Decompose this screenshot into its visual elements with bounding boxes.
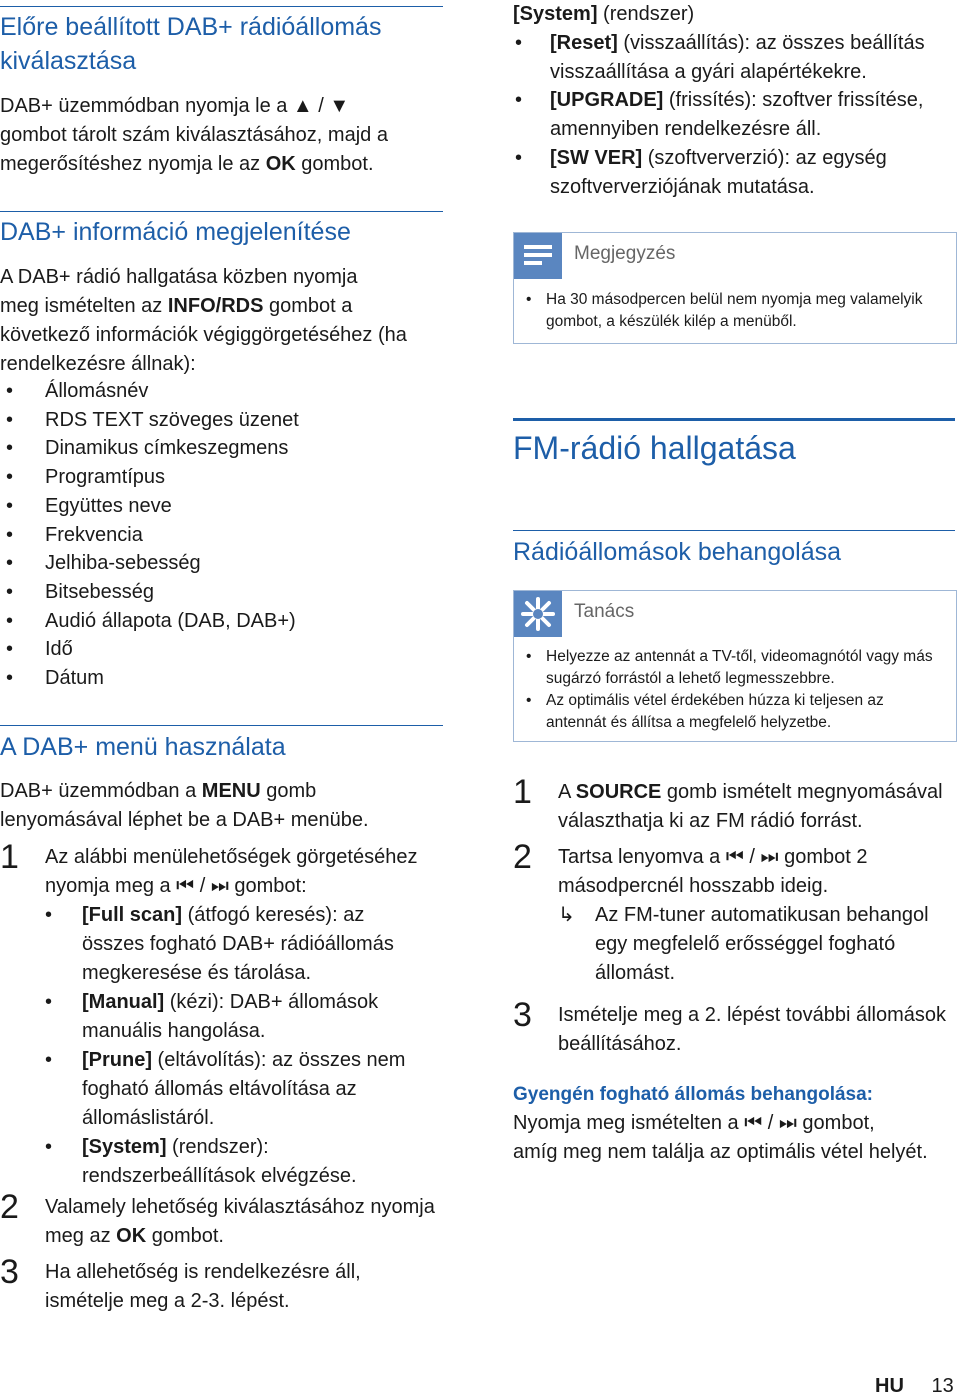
weak-signal-title: Gyengén fogható állomás behangolása: bbox=[513, 1084, 874, 1105]
text-line: nyomja meg a bbox=[45, 875, 177, 897]
step-result: ↳ Az FM-tuner automatikusan behangol egy megfelelő erősséggel fogható állomást. bbox=[558, 901, 960, 988]
text-line: gomb ismételt megnyomásával bbox=[661, 781, 943, 803]
text-line: gombot. bbox=[146, 1225, 224, 1247]
list-item: • Bitsebesség bbox=[6, 580, 154, 603]
text-line: Tartsa lenyomva a bbox=[558, 846, 726, 868]
text-line: megerősítéshez nyomja le az bbox=[0, 153, 266, 175]
section-divider bbox=[0, 6, 443, 7]
text-line: Nyomja meg ismételten a bbox=[513, 1112, 745, 1134]
section-title-fm: FM-rádió hallgatása bbox=[513, 430, 796, 466]
step-2 bbox=[0, 1188, 445, 1251]
text-line: gombot, bbox=[796, 1112, 875, 1134]
list-item: • Az optimális vétel érdekében húzza ki teljesen az antennát és állítsa a megfelelő helyzetbe. bbox=[526, 692, 884, 731]
list-item: • [Full scan] (átfogó keresés): az összes fogható DAB+ rádióállomás megkeresése és tárolása. bbox=[45, 904, 394, 984]
list-item: • Jelhiba-sebesség bbox=[6, 552, 201, 575]
text-line: Ismételje meg a 2. lépést további állomások bbox=[558, 1004, 946, 1026]
result-arrow-icon: ↳ bbox=[558, 904, 575, 926]
key-label: [System] bbox=[513, 3, 598, 25]
list-item: • RDS TEXT szöveges üzenet bbox=[6, 408, 299, 431]
list-item: • Dátum bbox=[6, 667, 104, 690]
step-number: 3 bbox=[0, 1253, 19, 1291]
tip-title: Tanács bbox=[574, 601, 635, 622]
section-divider bbox=[513, 418, 955, 421]
text-line: A DAB+ rádió hallgatása közben nyomja bbox=[0, 266, 358, 288]
list-item: • Dinamikus címkeszegmens bbox=[6, 437, 289, 460]
list-item: • Audió állapota (DAB, DAB+) bbox=[6, 609, 296, 632]
fm-step-1 bbox=[513, 773, 960, 836]
text-line: rendelkezésre állnak): bbox=[0, 353, 196, 375]
text-line: Valamely lehetőség kiválasztásához nyomja bbox=[45, 1196, 435, 1218]
text-line: meg az bbox=[45, 1225, 117, 1247]
fm-step-2: 2 Tartsa lenyomva a ⏮ / ⏭ gombot 2 másodpercnél hosszabb ideig. ↳ Az FM-tuner automatikusan behangol egy megfelelő erősséggel fogható állomást. bbox=[513, 843, 960, 988]
list-item: • [SW VER] (szoftververzió): az egység szoftververziójának mutatása. bbox=[515, 146, 887, 198]
key-label: MENU bbox=[201, 780, 261, 802]
page-number: 13 bbox=[931, 1375, 954, 1397]
text-line: választhatja ki az FM rádió forrást. bbox=[558, 810, 863, 832]
section-title-dab-info: DAB+ információ megjelenítése bbox=[0, 218, 351, 246]
text-line: meg ismételten az bbox=[0, 295, 168, 317]
text-line: beállításához. bbox=[558, 1033, 682, 1055]
text-line: (rendszer) bbox=[597, 3, 695, 25]
key-label: SOURCE bbox=[575, 781, 662, 803]
list-item: • [System] (rendszer): rendszerbeállítások elvégzése. bbox=[45, 1136, 357, 1187]
text-line: gombot: bbox=[228, 875, 307, 897]
text-line: amíg meg nem találja az optimális vétel helyét. bbox=[513, 1141, 928, 1163]
list-item: • Programtípus bbox=[6, 466, 166, 489]
text-line: gombot 2 bbox=[778, 846, 868, 868]
next-track-icon: ⏭ bbox=[760, 846, 779, 868]
key-label: INFO/RDS bbox=[167, 295, 264, 317]
weak-signal-paragraph: Nyomja meg ismételten a ⏮ / ⏭ gombot, amíg meg nem találja az optimális vétel helyét. bbox=[513, 1112, 928, 1163]
step-number: 2 bbox=[0, 1188, 19, 1226]
list-item: • [Manual] (kézi): DAB+ állomások manuális hangolása. bbox=[45, 991, 379, 1042]
tip-list bbox=[514, 646, 954, 734]
menu-options-list bbox=[45, 901, 445, 1191]
fm-step-3 bbox=[513, 996, 960, 1059]
text-line: DAB+ üzemmódban a bbox=[0, 780, 202, 802]
note-box bbox=[513, 232, 957, 344]
step-1: 1 Az alábbi menülehetőségek görgetéséhez nyomja meg a ⏮ / ⏭ gombot: • [Full scan] (átfogó keresés): az összes fogható DAB+ rádióállomás megkeresése és tárolása. • [Manual] (kézi): DAB+ állomások manuális hangolása. • [Prune] (eltávolítás): az összes nem fogható állomás eltávolítása az állomáslistáról. • [System] (rendszer): rendszerbeállítások elvégzése. bbox=[0, 843, 445, 1191]
text-line: Az alábbi menülehetőségek görgetéséhez bbox=[45, 846, 418, 868]
text-line: gombot a bbox=[263, 295, 353, 317]
note-list bbox=[514, 289, 954, 333]
next-track-icon: ⏭ bbox=[778, 1112, 797, 1134]
prev-track-icon: ⏮ bbox=[744, 1112, 763, 1134]
text-line: ismételje meg a 2-3. lépést. bbox=[45, 1290, 290, 1312]
note-title: Megjegyzés bbox=[574, 243, 676, 264]
section-divider bbox=[0, 211, 443, 212]
text-line: lenyomásával léphet be a DAB+ menübe. bbox=[0, 809, 369, 831]
list-item: • [UPGRADE] (frissítés): szoftver frissítése, amennyiben rendelkezésre áll. bbox=[515, 89, 924, 141]
text-line: DAB+ üzemmódban nyomja le a ▲ / ▼ bbox=[0, 95, 350, 117]
note-icon bbox=[514, 233, 562, 279]
list-item: • [Prune] (eltávolítás): az összes nem fogható állomás eltávolítása az állomáslistáról. bbox=[45, 1049, 406, 1129]
step-3 bbox=[0, 1253, 445, 1316]
title-line: Előre beállított DAB+ rádióállomás bbox=[0, 13, 382, 41]
preset-paragraph bbox=[0, 92, 388, 179]
prev-track-icon: ⏮ bbox=[725, 846, 744, 868]
dab-menu-paragraph bbox=[0, 777, 369, 835]
prev-track-icon: ⏮ bbox=[176, 875, 195, 897]
list-item: • Idő bbox=[6, 638, 73, 661]
step-number: 2 bbox=[513, 838, 532, 876]
key-label: OK bbox=[116, 1225, 147, 1247]
section-title-tuning: Rádióállomások behangolása bbox=[513, 538, 842, 566]
text-line: másodpercnél hosszabb ideig. bbox=[558, 875, 829, 897]
text-line: A bbox=[558, 781, 576, 803]
text-line: Ha allehetőség is rendelkezésre áll, bbox=[45, 1261, 361, 1283]
dab-info-list bbox=[0, 377, 299, 693]
list-item: • Frekvencia bbox=[6, 523, 143, 546]
dab-info-paragraph bbox=[0, 263, 407, 379]
list-item: • Helyezze az antennát a TV-től, videomagnótól vagy más sugárzó forrástól a lehető legmesszebbre. bbox=[526, 648, 933, 687]
text-line: gomb bbox=[260, 780, 317, 802]
next-track-icon: ⏭ bbox=[210, 875, 229, 897]
step-number: 1 bbox=[513, 773, 532, 811]
list-item: • Ha 30 másodpercen belül nem nyomja meg valamelyik gombot, a készülék kilép a menüből. bbox=[526, 291, 923, 330]
list-item: • Együttes neve bbox=[6, 494, 172, 517]
text-line: gombot tárolt szám kiválasztásához, majd a bbox=[0, 124, 388, 146]
list-item: • Állomásnév bbox=[6, 380, 149, 402]
section-title-dab-menu: A DAB+ menü használata bbox=[0, 733, 286, 761]
text-line: gombot. bbox=[295, 153, 374, 175]
page-footer bbox=[875, 1375, 954, 1398]
key-label: OK bbox=[265, 153, 296, 175]
system-options-list bbox=[513, 29, 925, 201]
list-item: • [Reset] (visszaállítás): az összes beállítás visszaállítása a gyári alapértékekre. bbox=[515, 32, 925, 83]
system-heading bbox=[513, 0, 694, 29]
section-divider bbox=[513, 530, 955, 531]
text-line: következő információk végiggörgetéséhez (ha bbox=[0, 324, 407, 346]
title-line: kiválasztása bbox=[0, 47, 137, 75]
step-number: 3 bbox=[513, 996, 532, 1034]
section-divider bbox=[0, 725, 443, 726]
tip-box bbox=[513, 590, 957, 742]
tip-icon bbox=[514, 591, 562, 637]
step-number: 1 bbox=[0, 838, 19, 876]
language-code: HU bbox=[875, 1375, 904, 1397]
section-title-preset bbox=[0, 10, 381, 78]
